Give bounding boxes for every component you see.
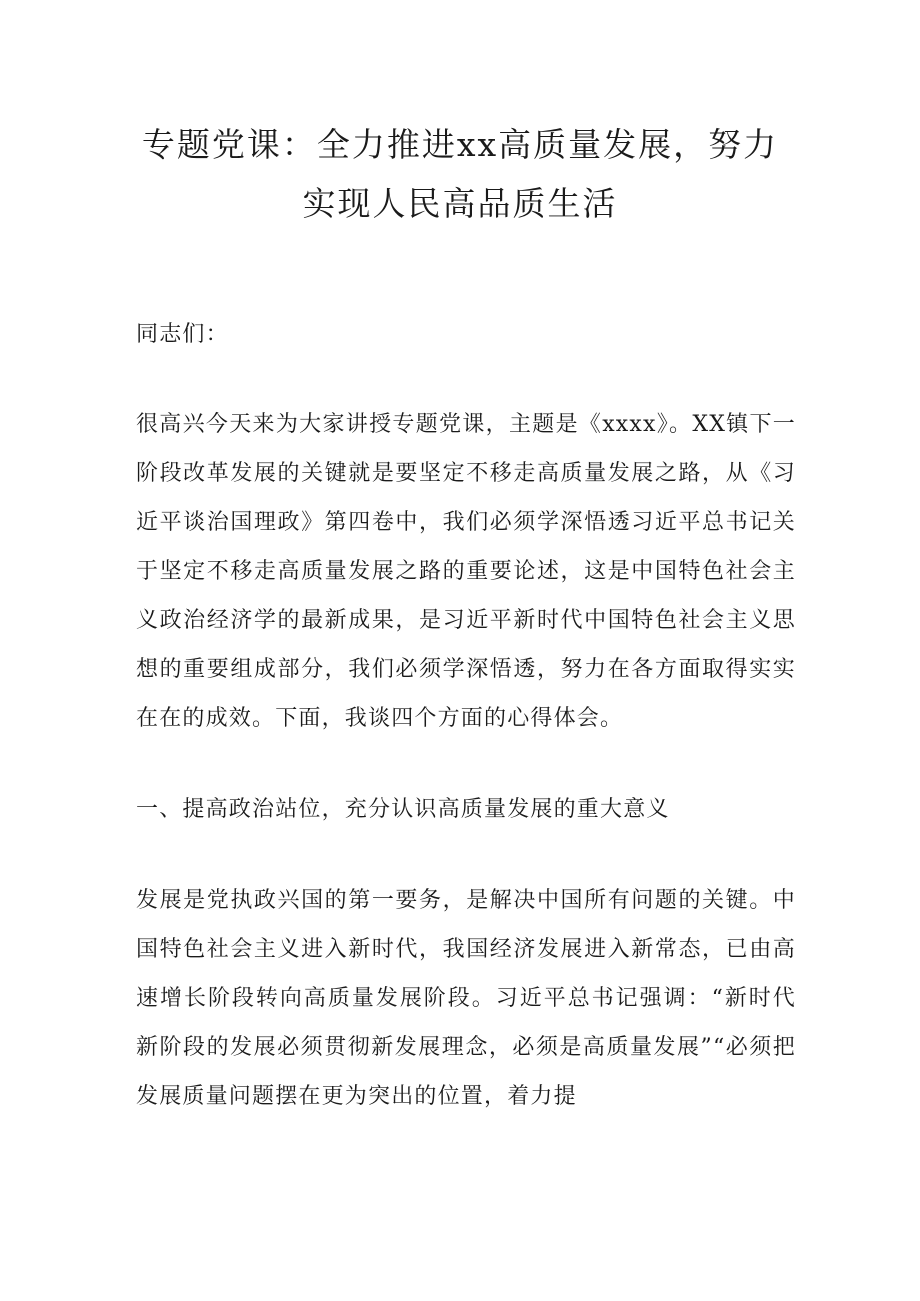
paragraph-intro: 很高兴今天来为大家讲授专题党课，主题是《xxxx》。XX镇下一阶段改革发展的关键就是要坚定不移走高质量发展之路，从《习近平谈治国理政》第四卷中，我们必须学深悟透习近平总书记关于坚定不移走高质量发展之路的重要论述，这是中国特色社会主义政治经济学的最新成果，是习近平新时代中国特色社会主义思想的重要组成部分，我们必须学深悟透，努力在各方面取得实实在在的成效。下面，我谈四个方面的心得体会。 [136, 412, 796, 731]
document-title-line-2: 实现人民高品质生活 [302, 184, 618, 223]
greeting: 同志们： [136, 322, 229, 347]
document-title-line-1: 专题党课：全力推进xx高质量发展，努力 [141, 125, 779, 164]
paragraph-section-1: 发展是党执政兴国的第一要务，是解决中国所有问题的关键。中国特色社会主义进入新时代，我国经济发展进入新常态，已由高速增长阶段转向高质量发展阶段。习近平总书记强调：“新时代新阶段的发展必须贯彻新发展理念，必须是高质量发展”“必须把发展质量问题摆在更为突出的位置，着力提 [136, 888, 796, 1109]
section-heading-1: 一、提高政治站位，充分认识高质量发展的重大意义 [136, 797, 670, 822]
